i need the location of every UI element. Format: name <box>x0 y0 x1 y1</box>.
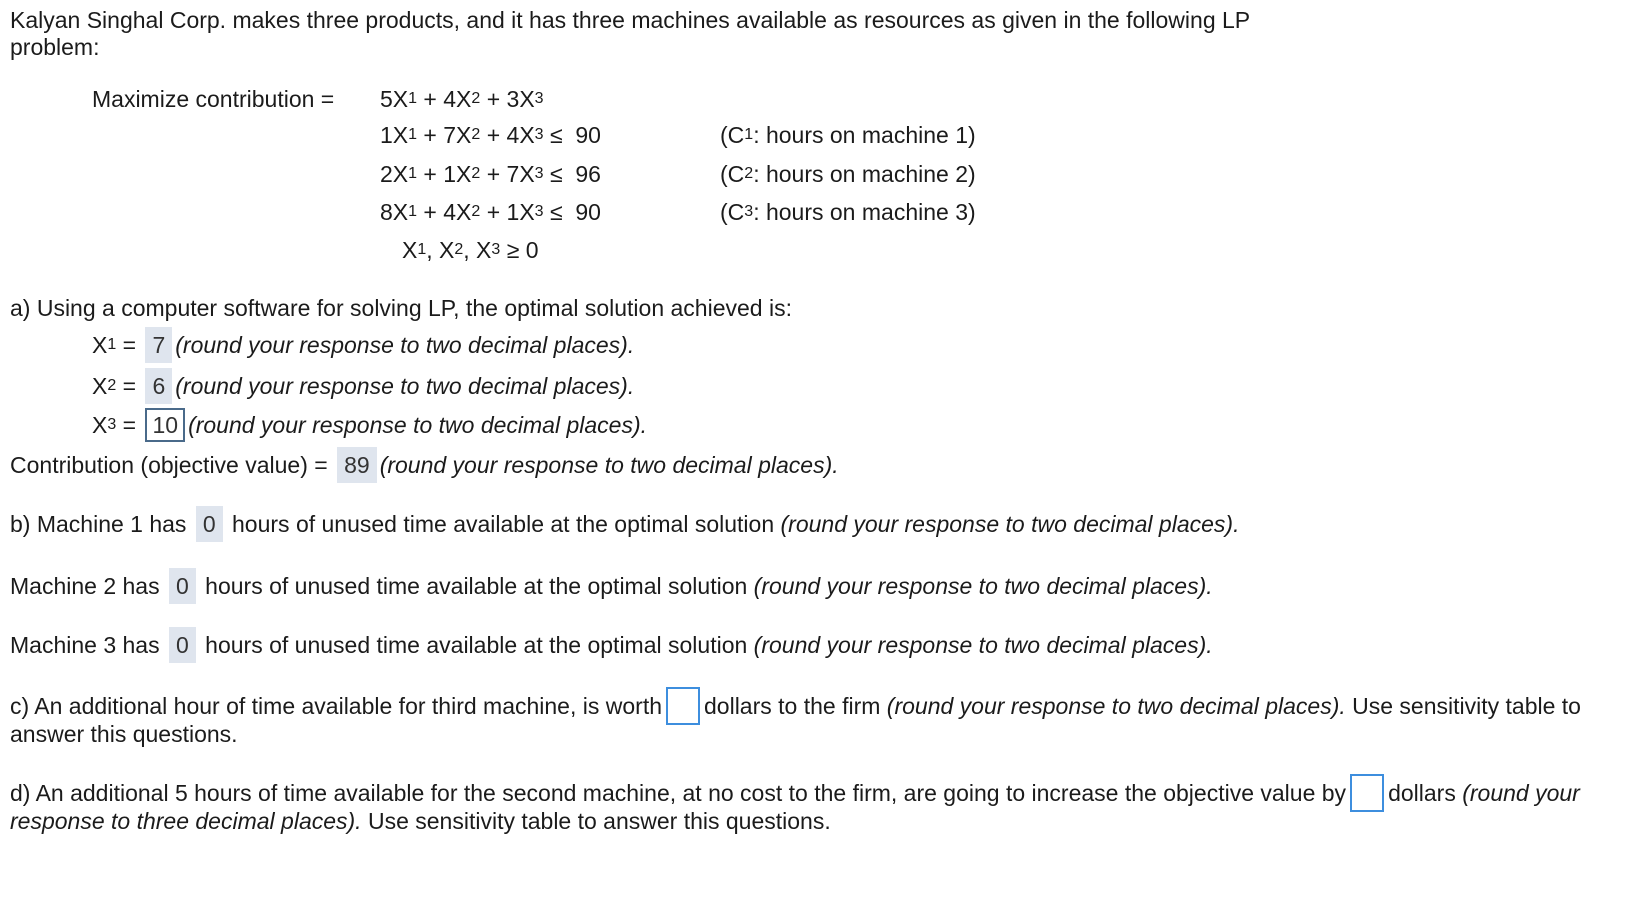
machine-2-line: Machine 2 has 0 hours of unused time available at the optimal solution (round your response to two decimal places). <box>10 568 1213 604</box>
part-d-line-1: d) An additional 5 hours of time available for the second machine, at no cost to the firm, are going to increase the objective value by dollars (round your <box>10 774 1580 812</box>
part-d-line-2: response to three decimal places). Use sensitivity table to answer this questions. <box>10 808 831 834</box>
nonnegativity-row: X 1 , X 2 , X 3 ≥ 0 <box>402 237 539 263</box>
objective-row: 5X 1 + 4X 2 + 3X 3 <box>380 86 544 112</box>
machine-1-unused-answer[interactable]: 0 <box>196 506 223 542</box>
x1-answer[interactable]: 7 <box>145 327 172 363</box>
constraint-row-2: 2X 1 + 1X 2 + 7X 3 ≤ 96 <box>380 161 601 187</box>
constraint-row-1: 1X 1 + 7X 2 + 4X 3 ≤ 90 <box>380 122 601 148</box>
objective-increase-input[interactable] <box>1350 774 1384 812</box>
machine-3-unused-answer[interactable]: 0 <box>169 627 196 663</box>
constraint-row-3: 8X 1 + 4X 2 + 1X 3 ≤ 90 <box>380 199 601 225</box>
intro-line-2: problem: <box>10 34 100 60</box>
x1-answer-line: X 1 = 7 (round your response to two decimal places). <box>92 327 634 363</box>
contribution-answer[interactable]: 89 <box>337 447 377 483</box>
machine-2-unused-answer[interactable]: 0 <box>169 568 196 604</box>
x3-answer-input[interactable]: 10 <box>145 408 185 442</box>
machine-3-line: Machine 3 has 0 hours of unused time available at the optimal solution (round your response to two decimal places). <box>10 627 1213 663</box>
third-machine-value-input[interactable] <box>666 687 700 725</box>
x2-answer-line: X 2 = 6 (round your response to two decimal places). <box>92 368 634 404</box>
x3-answer-line: X 3 = 10 (round your response to two decimal places). <box>92 408 647 442</box>
constraint-note-3: (C 3 : hours on machine 3) <box>720 199 976 225</box>
objective-label: Maximize contribution = <box>92 86 335 112</box>
part-c-line-1: c) An additional hour of time available for third machine, is worth dollars to the firm (round your response to two decimal places). Use sensitivity table to <box>10 687 1581 725</box>
contribution-line: Contribution (objective value) = 89 (round your response to two decimal places). <box>10 447 839 483</box>
constraint-note-2: (C 2 : hours on machine 2) <box>720 161 976 187</box>
constraint-note-1: (C 1 : hours on machine 1) <box>720 122 976 148</box>
intro-line-1: Kalyan Singhal Corp. makes three products, and it has three machines available as resources as given in the following LP <box>10 7 1251 33</box>
part-c-line-2: answer this questions. <box>10 721 238 747</box>
x2-answer[interactable]: 6 <box>145 368 172 404</box>
machine-1-line: b) Machine 1 has 0 hours of unused time available at the optimal solution (round your response to two decimal places). <box>10 506 1239 542</box>
part-a-intro: a) Using a computer software for solving LP, the optimal solution achieved is: <box>10 295 792 321</box>
